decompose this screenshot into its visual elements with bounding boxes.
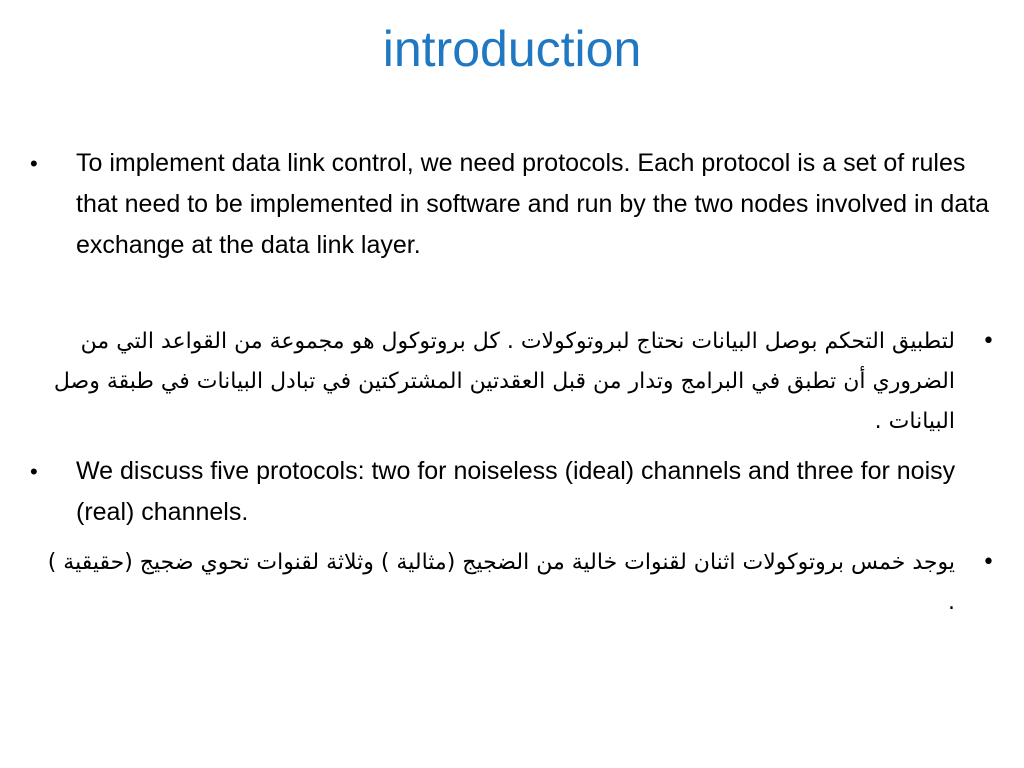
bullet-text: To implement data link control, we need protocols. Each protocol is a set of rules that need to be implemented in software and run by the two nodes involved in data exchange at the data link layer. bbox=[76, 149, 990, 259]
bullet-dot-icon: • bbox=[982, 329, 995, 354]
bullet-item-english-2 bbox=[30, 451, 990, 533]
bullet-item-arabic-2 bbox=[40, 543, 995, 623]
bullet-item-arabic-1 bbox=[40, 322, 995, 442]
bullet-text: We discuss five protocols: two for noiseless (ideal) channels and three for noisy (real) channels. bbox=[76, 457, 956, 526]
bullet-item-english-1 bbox=[30, 143, 990, 266]
slide-title: introduction bbox=[382, 21, 642, 77]
bullet-text: لتطبيق التحكم بوصل البيانات نحتاج لبروتوكولات . كل بروتوكول هو مجموعة من القواعد التي من الضروري أن تطبق في البرامج وتدار من قبل العقدتين المشتركتين في تبادل البيانات في طبقة وصل البيانات . bbox=[53, 329, 955, 434]
bullet-dot-icon: • bbox=[30, 459, 38, 484]
bullet-dot-icon: • bbox=[982, 550, 995, 575]
bullet-text: يوجد خمس بروتوكولات اثنان لقنوات خالية من الضجيج (مثالية ) وثلاثة لقنوات تحوي ضجيج (حقيقية ) . bbox=[47, 550, 955, 615]
bullet-dot-icon: • bbox=[30, 151, 38, 176]
